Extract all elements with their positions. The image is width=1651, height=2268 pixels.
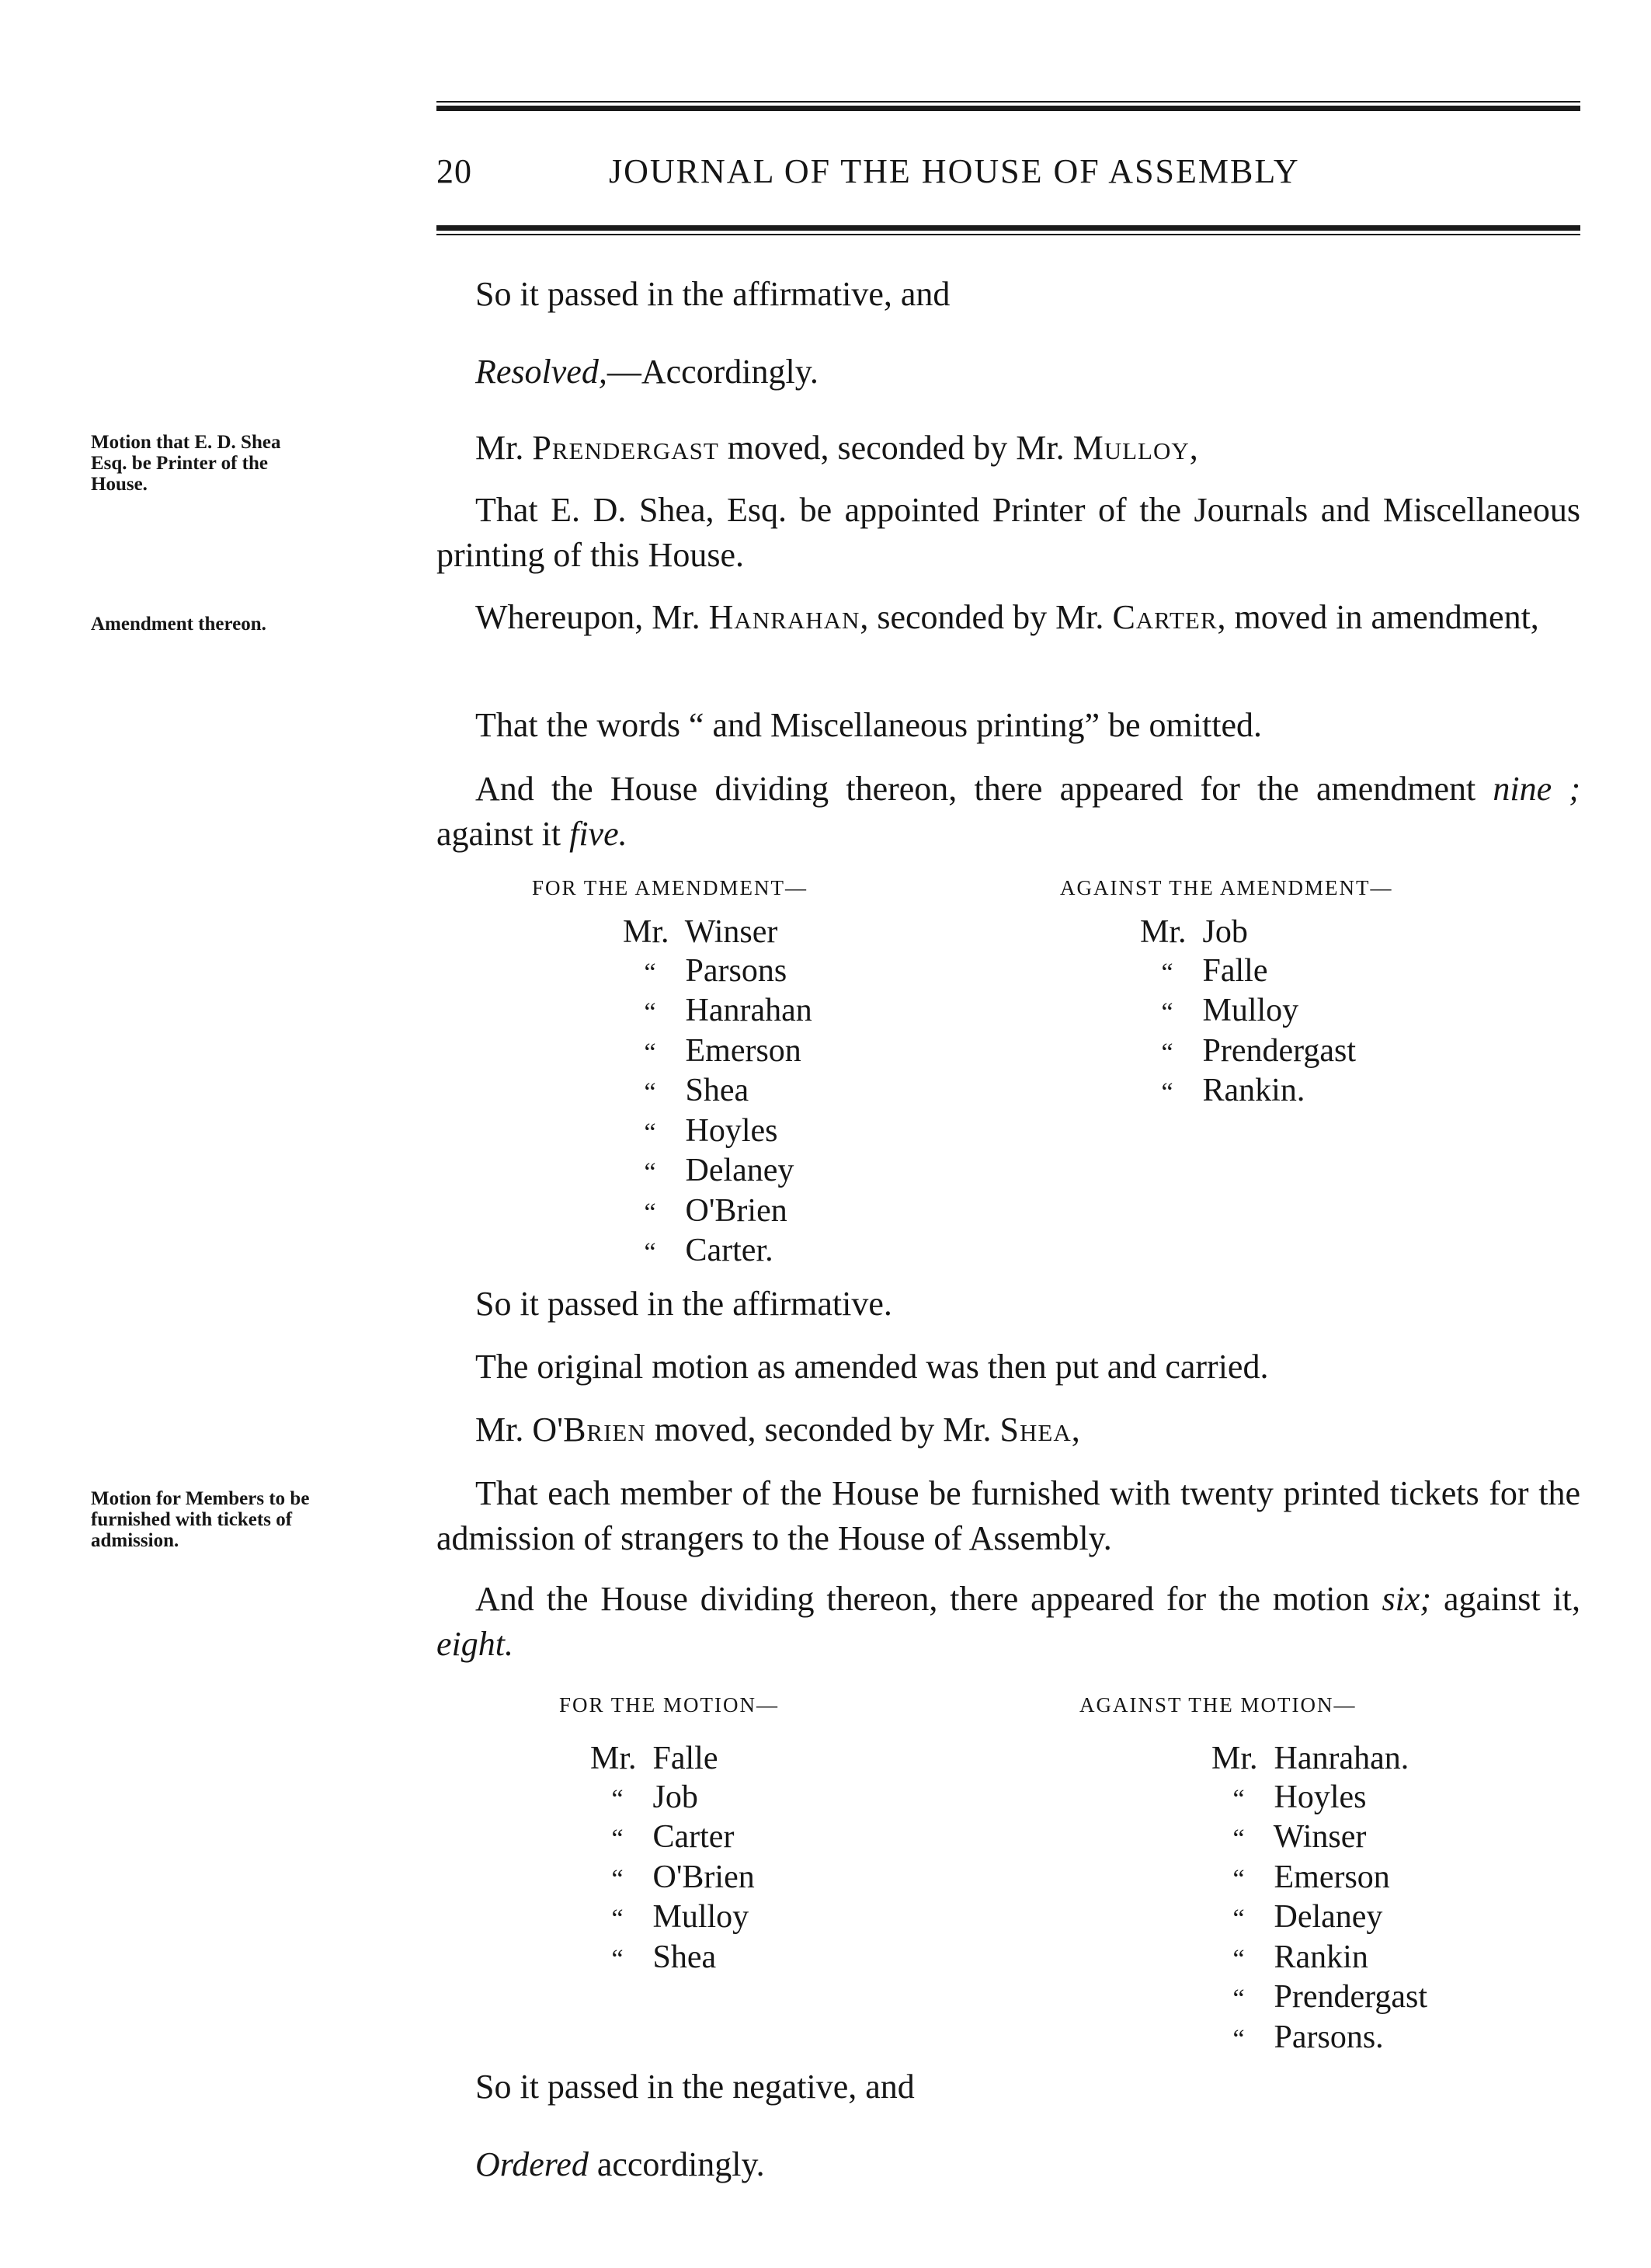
paragraph-ordered (436, 2142, 1580, 2187)
list-item (590, 1779, 755, 1819)
paragraph-resolved (436, 350, 1580, 395)
journal-title: JOURNAL OF THE HOUSE OF ASSEMBLY (609, 152, 1300, 190)
text-run: , (1189, 429, 1198, 467)
text-run: , (1071, 1411, 1080, 1449)
text-run: , moved in amendment, (1217, 598, 1539, 636)
list-item (1140, 992, 1356, 1032)
member-name: Parsons (685, 952, 787, 989)
list-item (1211, 1779, 1427, 1819)
list-item (590, 1818, 755, 1859)
ditto-mark: “ (1232, 1864, 1245, 1894)
header-bottom-rule (436, 225, 1580, 235)
member-name: Brien (563, 1411, 646, 1449)
ditto-mark: “ (611, 1784, 624, 1814)
ditto-mark: “ (644, 1238, 656, 1267)
member-name: Carter (1112, 598, 1218, 636)
list-item (1140, 913, 1356, 952)
member-name: Emerson (1274, 1859, 1390, 1895)
member-name: Parsons. (1274, 2019, 1384, 2055)
against-amendment-list (1140, 913, 1356, 1112)
paragraph-original-motion-carried: The original motion as amended was then put and carried. (475, 1348, 1269, 1386)
paragraph-whereupon (436, 595, 1580, 640)
paragraph-prendergast-moved (436, 426, 1580, 471)
margin-note-tickets-motion (91, 1488, 401, 1551)
vote-count: eight. (436, 1625, 513, 1663)
margin-note-line: Motion for Members to be (91, 1488, 310, 1509)
ditto-mark: “ (644, 1078, 656, 1107)
ditto-mark: “ (644, 1118, 656, 1147)
paragraph-passed-affirmative: So it passed in the affirmative, and (475, 275, 951, 313)
paragraph-printer-motion: That E. D. Shea, Esq. be appointed Printer of the Journals and Miscellaneous printing of this House. (436, 491, 1580, 574)
member-name: Mulloy (652, 1899, 749, 1935)
member-name: Job (652, 1779, 698, 1815)
member-name: Hanrahan (708, 598, 860, 636)
against-motion-list (1211, 1740, 1427, 2058)
member-name: Hanrahan. (1274, 1741, 1409, 1776)
member-name: Delaney (685, 1153, 794, 1188)
list-item (590, 1939, 755, 1979)
ditto-mark: “ (1161, 1078, 1173, 1107)
text-run: against it, (1431, 1580, 1580, 1618)
against-amendment-heading: AGAINST THE AMENDMENT— (1060, 876, 1393, 899)
list-item (623, 1152, 812, 1192)
resolved-word: Resolved, (475, 353, 607, 391)
honorific: Mr. (1211, 1741, 1258, 1776)
list-item (1211, 1898, 1427, 1939)
member-name: O'Brien (652, 1859, 755, 1895)
honorific: Mr. (1140, 914, 1187, 950)
list-item (1211, 1740, 1427, 1779)
paragraph-division-amendment (436, 767, 1580, 857)
text-run: Mr. O' (475, 1411, 564, 1449)
member-name: Delaney (1274, 1899, 1383, 1935)
member-name: Hoyles (1274, 1779, 1367, 1815)
member-name: Prendergast (1274, 1979, 1428, 2015)
list-item (1140, 1032, 1356, 1073)
list-item (623, 1112, 812, 1153)
member-name: Prendergast (532, 429, 719, 467)
ditto-mark: “ (644, 998, 656, 1027)
margin-note-line: Motion that E. D. Shea (91, 432, 281, 453)
ditto-mark: “ (611, 1944, 624, 1974)
margin-note-line: House. (91, 474, 148, 495)
member-name: Shea (999, 1411, 1072, 1449)
paragraph-obrien-moved (436, 1407, 1580, 1452)
ditto-mark: “ (644, 1038, 656, 1067)
ditto-mark: “ (611, 1824, 624, 1853)
member-name: Falle (652, 1741, 718, 1776)
member-name: Falle (1202, 952, 1268, 989)
member-name: O'Brien (685, 1192, 787, 1229)
for-motion-list (590, 1740, 755, 1978)
against-motion-heading: AGAINST THE MOTION— (1079, 1693, 1357, 1717)
text-run: , seconded by Mr. (860, 598, 1113, 636)
member-name: Shea (685, 1073, 749, 1108)
list-item (1140, 952, 1356, 993)
text-run: And the House dividing thereon, there appeared for the amendment (475, 770, 1493, 808)
list-item (1211, 1939, 1427, 1979)
member-name: Winser (684, 914, 778, 950)
list-item (623, 1032, 812, 1073)
member-name: Hoyles (685, 1112, 778, 1149)
paragraph-passed-negative: So it passed in the negative, and (475, 2068, 915, 2106)
text-run: Whereupon, Mr. (475, 598, 709, 636)
list-item (623, 1072, 812, 1112)
list-item (1211, 1859, 1427, 1899)
margin-note-printer-motion (91, 432, 401, 495)
list-item (623, 992, 812, 1032)
member-name: Rankin (1274, 1939, 1368, 1975)
vote-count: six; (1382, 1580, 1432, 1618)
margin-note-line: admission. (91, 1530, 179, 1551)
member-name: Mulloy (1202, 993, 1299, 1028)
member-name: Emerson (685, 1032, 801, 1069)
paragraph-words-omitted: That the words “ and Miscellaneous printing” be omitted. (475, 706, 1262, 744)
list-item (1140, 1072, 1356, 1112)
vote-count: nine ; (1493, 770, 1581, 808)
resolved-rest: —Accordingly. (607, 353, 819, 391)
ditto-mark: “ (644, 958, 656, 987)
list-item (590, 1859, 755, 1899)
text-run: Mr. (475, 429, 533, 467)
ditto-mark: “ (1161, 998, 1173, 1027)
member-name: Rankin. (1202, 1073, 1305, 1108)
ditto-mark: “ (1232, 2024, 1245, 2054)
ordered-word: Ordered (475, 2145, 589, 2183)
text-run: moved, seconded by Mr. (718, 429, 1073, 467)
list-item (1211, 1818, 1427, 1859)
list-item (623, 952, 812, 993)
list-item (623, 1192, 812, 1233)
member-name: Winser (1273, 1819, 1367, 1855)
list-item (1211, 1978, 1427, 2019)
member-name: Mulloy (1072, 429, 1190, 467)
for-amendment-list (623, 913, 812, 1272)
margin-note-line: Esq. be Printer of the (91, 453, 268, 474)
text-run: And the House dividing thereon, there appeared for the motion (475, 1580, 1382, 1618)
list-item (623, 913, 812, 952)
ditto-mark: “ (1232, 1984, 1245, 2013)
member-name: Prendergast (1202, 1032, 1357, 1069)
paragraph-tickets-motion: That each member of the House be furnished with twenty printed tickets for the admission of strangers to the House of Assembly. (436, 1474, 1580, 1557)
list-item (590, 1898, 755, 1939)
text-run: moved, seconded by Mr. (645, 1411, 1000, 1449)
list-item (590, 1740, 755, 1779)
honorific: Mr. (590, 1741, 637, 1776)
text-run: against it (436, 815, 570, 853)
ditto-mark: “ (611, 1864, 624, 1894)
ordered-rest: accordingly. (588, 2145, 765, 2183)
member-name: Job (1202, 914, 1248, 950)
ditto-mark: “ (644, 1158, 656, 1187)
list-item (623, 1232, 812, 1272)
vote-count: five. (569, 815, 627, 853)
ditto-mark: “ (611, 1904, 624, 1933)
for-motion-heading: FOR THE MOTION— (559, 1693, 780, 1717)
page-number: 20 (436, 152, 472, 190)
paragraph-passed-affirmative-2: So it passed in the affirmative. (475, 1285, 892, 1323)
margin-note-line: Amendment thereon. (91, 614, 266, 635)
honorific: Mr. (623, 914, 669, 950)
member-name: Carter. (685, 1233, 773, 1268)
header-top-rule (436, 101, 1580, 111)
margin-note-amendment (91, 614, 401, 635)
paragraph-division-motion (436, 1577, 1580, 1667)
ditto-mark: “ (1161, 1038, 1173, 1067)
margin-note-line: furnished with tickets of (91, 1509, 293, 1530)
list-item (1211, 2019, 1427, 2059)
ditto-mark: “ (1232, 1824, 1245, 1853)
member-name: Carter (652, 1819, 735, 1855)
ditto-mark: “ (1232, 1944, 1245, 1974)
ditto-mark: “ (1232, 1784, 1245, 1814)
ditto-mark: “ (1161, 958, 1173, 987)
ditto-mark: “ (644, 1198, 656, 1227)
ditto-mark: “ (1232, 1904, 1245, 1933)
for-amendment-heading: FOR THE AMENDMENT— (532, 876, 808, 899)
member-name: Hanrahan (685, 993, 812, 1028)
member-name: Shea (652, 1939, 717, 1975)
